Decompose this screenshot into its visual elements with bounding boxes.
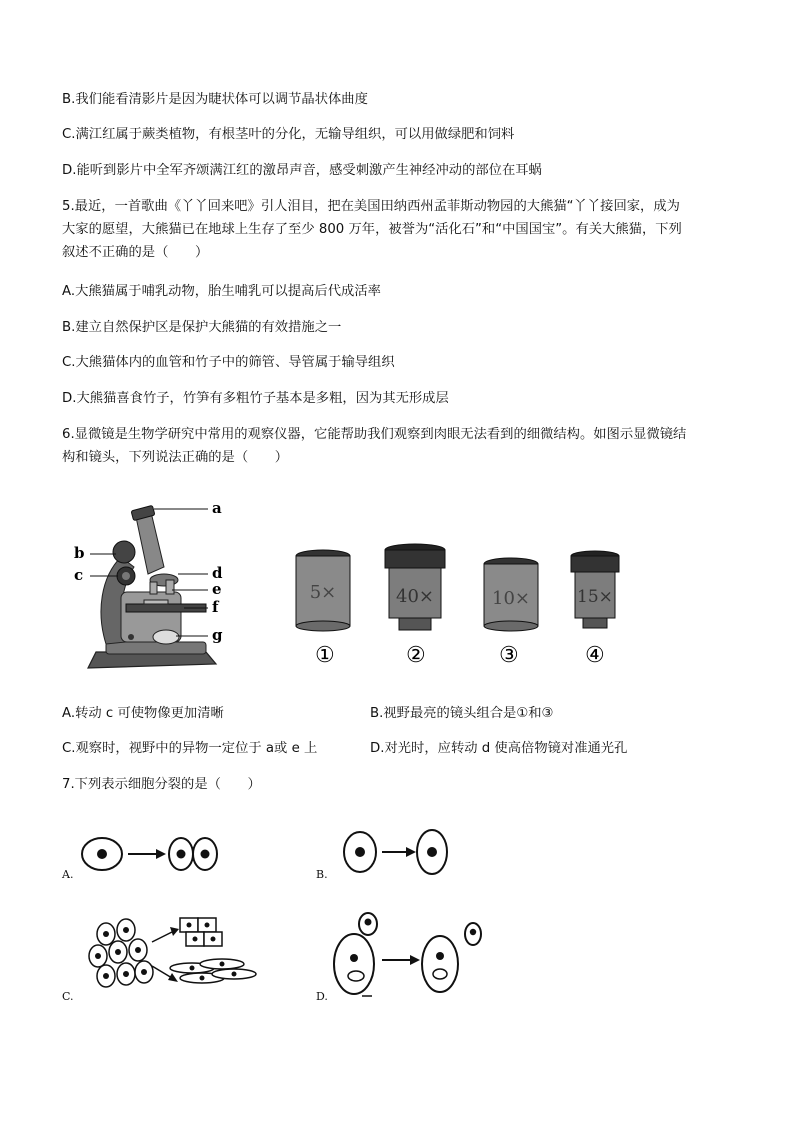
lens-4-mark: 15× — [577, 587, 613, 607]
lens-3-mark: 10× — [492, 588, 530, 609]
lens-1 — [296, 550, 350, 668]
lens-2-mark: 40× — [396, 586, 434, 607]
q5-stem-line3: 叙述不正确的是（ ） — [62, 245, 209, 260]
lens-4 — [571, 551, 619, 668]
q4-option-d: D.能听到影片中全军齐颂满江红的激昂声音，感受刺激产生神经冲动的部位在耳蜗 — [62, 163, 542, 178]
q5-stem-line2: 大家的愿望，大熊猫已在地球上生存了至少 800 万年，被誉为“活化石”和“中国国宝”。有关大熊猫，下列 — [62, 222, 682, 237]
q6-option-c: C.观察时，视野中的异物一定位于 a或 e 上 — [62, 741, 318, 756]
lens-4-number: ④ — [585, 643, 605, 668]
q5-option-b: B.建立自然保护区是保护大熊猫的有效措施之一 — [62, 320, 342, 335]
label-c: c — [74, 566, 84, 584]
label-a: a — [212, 499, 222, 517]
label-b: b — [74, 544, 85, 562]
label-e: e — [212, 580, 222, 598]
q7-figure-d — [332, 910, 492, 1002]
q5-option-a: A.大熊猫属于哺乳动物，胎生哺乳可以提高后代成活率 — [62, 284, 381, 299]
q5-stem-line1: 5.最近，一首歌曲《丫丫回来吧》引人泪目，把在美国田纳西州孟菲斯动物园的大熊猫“丫丫接回家，成为 — [62, 199, 680, 214]
q6-stem-line1: 6.显微镜是生物学研究中常用的观察仪器，它能帮助我们观察到肉眼无法看到的细微结构。如图示显微镜结 — [62, 427, 687, 442]
q7-label-d: D. — [316, 990, 328, 1003]
lenses-figure — [285, 540, 655, 670]
microscope-figure — [66, 492, 246, 682]
q7-figure-b — [340, 826, 450, 876]
lens-2-number: ② — [406, 643, 426, 668]
q4-option-c: C.满江红属于蕨类植物，有根茎叶的分化，无输导组织，可以用做绿肥和饲料 — [62, 127, 515, 142]
q6-option-a: A.转动 c 可使物像更加清晰 — [62, 706, 224, 721]
q5-option-d: D.大熊猫喜食竹子，竹笋有多粗竹子基本是多粗，因为其无形成层 — [62, 391, 449, 406]
q7-figure-a — [80, 834, 220, 874]
lens-2 — [385, 544, 445, 668]
q7-stem: 7.下列表示细胞分裂的是（ ） — [62, 777, 261, 792]
lens-1-number: ① — [315, 643, 335, 668]
lens-3 — [484, 558, 538, 668]
label-d: d — [212, 564, 223, 582]
q6-option-b: B.视野最亮的镜头组合是①和③ — [370, 706, 554, 721]
q5-option-c: C.大熊猫体内的血管和竹子中的筛管、导管属于输导组织 — [62, 355, 395, 370]
q7-label-b: B. — [316, 868, 328, 881]
lens-1-mark: 5× — [309, 582, 337, 603]
label-g: g — [212, 626, 223, 644]
lens-3-number: ③ — [499, 643, 519, 668]
label-f: f — [212, 598, 219, 616]
q7-figure-c — [84, 912, 259, 1002]
q6-option-d: D.对光时，应转动 d 使高倍物镜对准通光孔 — [370, 741, 628, 756]
q7-label-a: A. — [62, 868, 74, 881]
q6-stem-line2: 构和镜头，下列说法正确的是（ ） — [62, 450, 289, 465]
q4-option-b: B.我们能看清影片是因为睫状体可以调节晶状体曲度 — [62, 92, 368, 107]
q7-label-c: C. — [62, 990, 74, 1003]
